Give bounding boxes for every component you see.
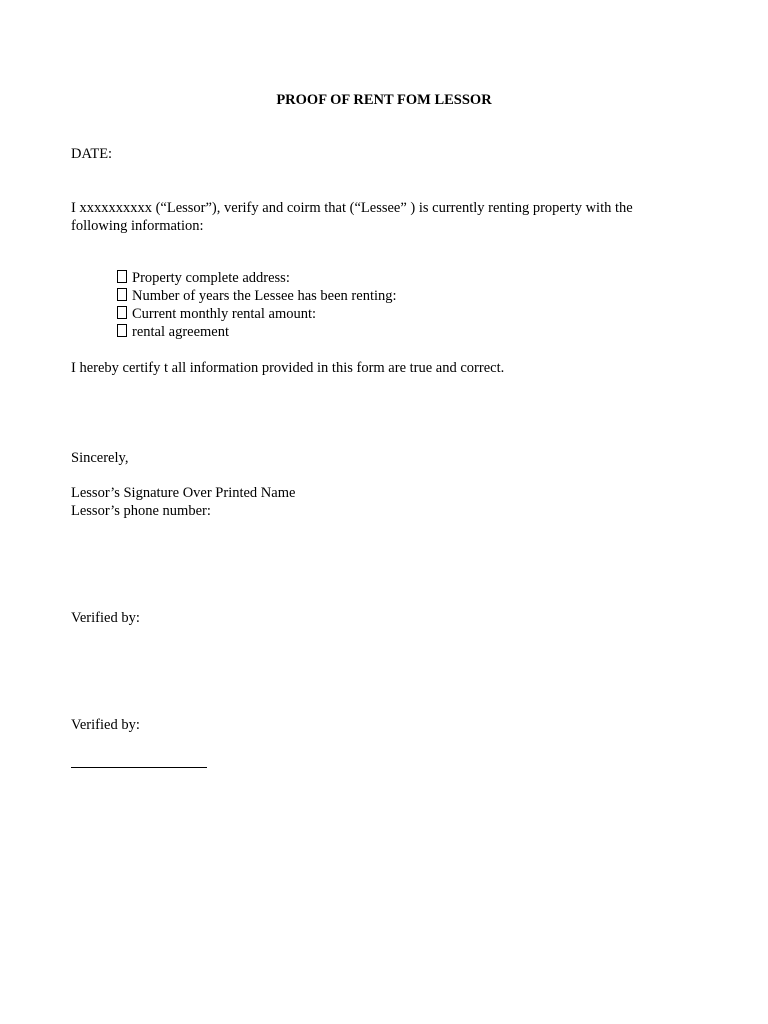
intro-line-2: following information: — [71, 218, 204, 234]
checkbox-icon — [117, 306, 127, 319]
checkbox-icon — [117, 270, 127, 283]
certify-statement: I hereby certify t all information provided in this form are true and correct. — [71, 360, 505, 376]
verified-by-1: Verified by: — [71, 610, 140, 626]
date-label: DATE: — [71, 146, 113, 162]
verified-by-2: Verified by: — [71, 717, 140, 733]
info-checklist — [117, 269, 397, 341]
list-item — [117, 305, 397, 323]
checkbox-icon — [117, 324, 127, 337]
document-title: PROOF OF RENT FOM LESSOR — [276, 92, 492, 108]
checkbox-icon — [117, 288, 127, 301]
signature-line — [71, 767, 207, 768]
list-item-label: rental agreement — [132, 324, 230, 340]
list-item — [117, 323, 397, 341]
list-item — [117, 269, 397, 287]
list-item-label: Current monthly rental amount: — [132, 306, 317, 322]
signature-label: Lessor’s Signature Over Printed Name — [71, 485, 296, 501]
list-item-label: Number of years the Lessee has been renting: — [132, 288, 397, 304]
list-item — [117, 287, 397, 305]
closing: Sincerely, — [71, 450, 129, 466]
list-item-label: Property complete address: — [132, 270, 290, 286]
phone-label: Lessor’s phone number: — [71, 503, 211, 519]
intro-line-1: I xxxxxxxxxx (“Lessor”), verify and coirm that (“Lessee” ) is currently renting property with the — [71, 200, 633, 216]
